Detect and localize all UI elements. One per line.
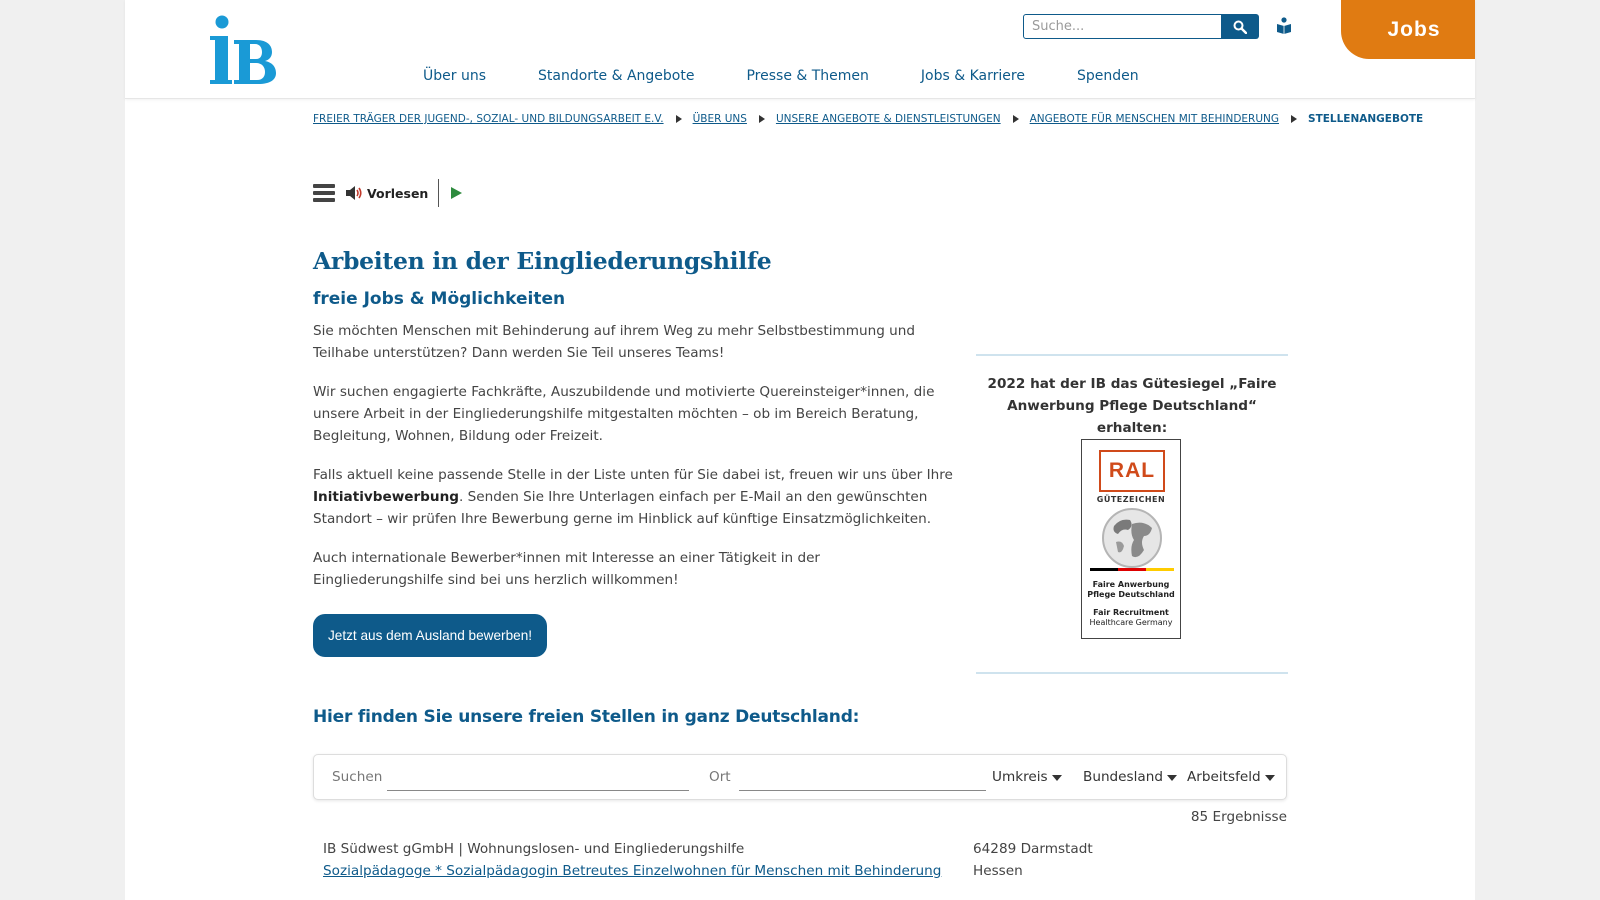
easy-language-icon[interactable] (1275, 16, 1293, 34)
reader-divider (438, 179, 439, 207)
search-input[interactable] (1023, 14, 1223, 39)
speaker-icon[interactable] (345, 185, 363, 201)
location-label: Ort (709, 769, 731, 785)
play-icon[interactable] (449, 186, 463, 200)
seal-description: 2022 hat der IB das Gütesiegel „Faire Anwerbung Pflege Deutschland“ erhalten: (987, 376, 1277, 436)
seal-sidebar (976, 354, 1288, 674)
read-aloud-label[interactable]: Vorlesen (367, 185, 429, 201)
read-aloud-bar (313, 178, 463, 208)
globe-icon (1100, 506, 1164, 570)
seal-text: Fair Recruitment Healthcare Germany (1089, 608, 1173, 627)
seal-label: GÜTEZEICHEN (1096, 495, 1166, 504)
page-subtitle: freie Jobs & Möglichkeiten (313, 289, 566, 309)
breadcrumb-arrow-icon (1013, 115, 1019, 123)
german-flag-stripe (1090, 568, 1174, 571)
caret-down-icon (1167, 775, 1177, 781)
intro-paragraph: Wir suchen engagierte Fachkräfte, Auszubildende und motivierte Quereinsteiger*innen, die unsere Arbeit in der Eingliederungshilfe mitgestalten möchten – ob im Bereich Beratung, Begleitung, Wohnen, Bildung oder Freizeit. (313, 384, 935, 444)
search-icon (1233, 20, 1247, 34)
seal-text: Faire Anwerbung Pflege Deutschland (1087, 580, 1175, 599)
search-label: Suchen (332, 769, 383, 785)
breadcrumb-link[interactable]: ÜBER UNS (692, 113, 747, 125)
intro-paragraph: Sie möchten Menschen mit Behinderung auf ihrem Weg zu mehr Selbstbestimmung und Teilhabe unterstützen? Dann werden Sie Teil unseres Teams! (313, 323, 916, 361)
jobs-tab[interactable]: Jobs (1341, 0, 1475, 59)
site-header (125, 0, 1475, 99)
nav-presse[interactable]: Presse & Themen (746, 68, 869, 84)
caret-down-icon (1265, 775, 1275, 781)
search-button[interactable] (1221, 14, 1259, 39)
breadcrumb-link[interactable]: UNSERE ANGEBOTE & DIENSTLEISTUNGEN (775, 113, 1001, 125)
breadcrumb-current: STELLENANGEBOTE (1308, 113, 1424, 125)
caret-down-icon (1052, 775, 1062, 781)
job-location: 64289 Darmstadt (973, 841, 1093, 857)
radius-dropdown[interactable]: Umkreis (992, 769, 1062, 785)
ral-logo: RAL (1099, 450, 1165, 492)
page (125, 0, 1475, 900)
job-list-item (313, 838, 1287, 900)
state-dropdown[interactable]: Bundesland (1083, 769, 1177, 785)
job-search-input[interactable] (387, 763, 689, 791)
initiative-application-text: Initiativbewerbung (313, 489, 459, 505)
breadcrumb-arrow-icon (1291, 115, 1297, 123)
breadcrumb (313, 113, 1423, 125)
field-dropdown[interactable]: Arbeitsfeld (1187, 769, 1275, 785)
nav-ueber-uns[interactable]: Über uns (423, 68, 486, 84)
results-count: 85 Ergebnisse (1190, 809, 1287, 825)
job-title-link[interactable]: Sozialpädagoge * Sozialpädagogin Betreutes Einzelwohnen für Menschen mit Behinderung (323, 863, 942, 879)
intro-paragraph: Auch internationale Bewerber*innen mit Interesse an einer Tätigkeit in der Eingliederungshilfe sind bei uns herzlich willkommen! (313, 550, 821, 588)
ral-seal-image (1081, 439, 1181, 639)
nav-jobs-karriere[interactable]: Jobs & Karriere (920, 68, 1025, 84)
search-form (1023, 14, 1223, 39)
job-state: Hessen (973, 863, 1023, 879)
location-input[interactable] (739, 763, 986, 791)
main-nav (423, 68, 1191, 84)
job-filter-bar (313, 754, 1287, 800)
nav-spenden[interactable]: Spenden (1076, 68, 1139, 84)
page-title: Arbeiten in der Eingliederungshilfe (313, 247, 772, 275)
jobs-heading: Hier finden Sie unsere freien Stellen in ganz Deutschland: (313, 707, 860, 727)
menu-icon[interactable] (313, 184, 335, 202)
apply-from-abroad-button[interactable]: Jetzt aus dem Ausland bewerben! (313, 614, 547, 657)
ib-logo[interactable] (210, 14, 278, 86)
breadcrumb-arrow-icon (759, 115, 765, 123)
nav-standorte[interactable]: Standorte & Angebote (538, 68, 695, 84)
breadcrumb-arrow-icon (676, 115, 682, 123)
breadcrumb-link[interactable]: ANGEBOTE FÜR MENSCHEN MIT BEHINDERUNG (1029, 113, 1280, 125)
breadcrumb-link[interactable]: FREIER TRÄGER DER JUGEND-, SOZIAL- UND BILDUNGSARBEIT E.V. (313, 113, 664, 125)
job-organization: IB Südwest gGmbH | Wohnungslosen- und Eingliederungshilfe (323, 841, 745, 857)
intro-paragraph: Falls aktuell keine passende Stelle in der Liste unten für Sie dabei ist, freuen wir uns über Ihre Initiativbewerbung. Senden Sie Ihre Unterlagen einfach per E-Mail an den gewünschten Standort – wir prüfen Ihre Bewerbung gerne im Hinblick auf künftige Einsatzmöglichkeiten. (313, 467, 953, 527)
